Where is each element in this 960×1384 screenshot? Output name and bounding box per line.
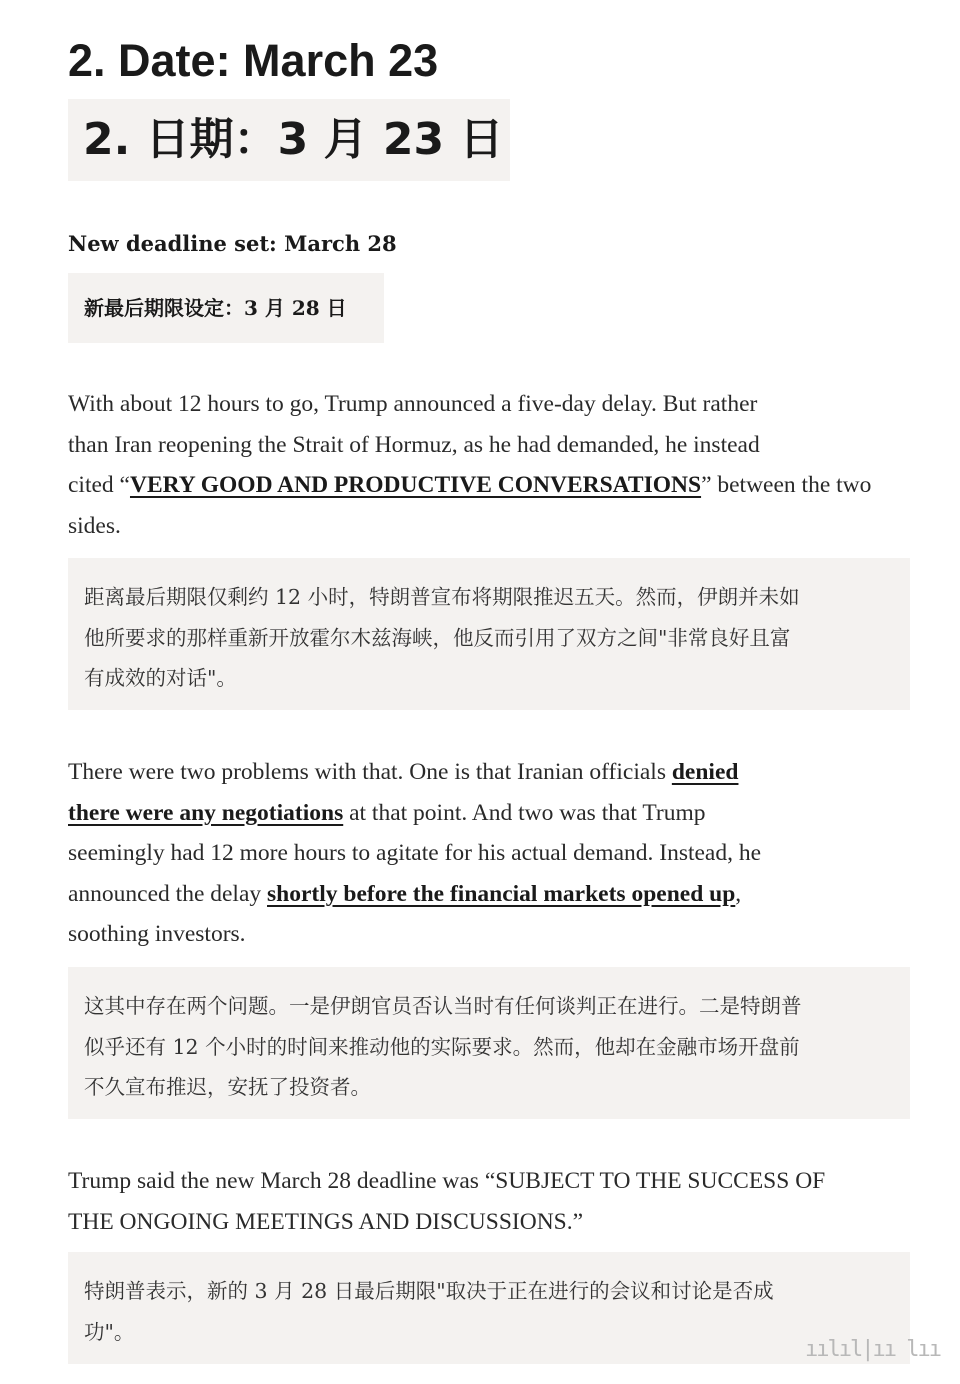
subheading-chinese: 新最后期限设定：3 月 28 日 [68, 273, 384, 343]
text-line: seemingly had 12 more hours to agitate for his actual demand. Instead, he [68, 840, 762, 866]
paragraph-3-chinese [68, 1252, 910, 1364]
heading-english: 2. Date: March 23 [68, 35, 439, 86]
paragraph-2-english [68, 752, 910, 955]
paragraph-2-chinese [68, 967, 910, 1119]
text-line: 特朗普表示，新的 3 月 28 日最后期限"取决于正在进行的会议和讨论是否成 [84, 1279, 774, 1303]
text-line: 这其中存在两个问题。一是伊朗官员否认当时有任何谈判正在进行。二是特朗普 [84, 994, 802, 1018]
text-line [68, 752, 910, 793]
link-denied-negotiations[interactable]: denied [671, 759, 739, 785]
paragraph-1-chinese [68, 558, 910, 710]
watermark: ıılıl|ıı lıı [805, 1337, 940, 1362]
subheading-english: New deadline set: March 28 [68, 231, 397, 256]
text-line: With about 12 hours to go, Trump announced a five-day delay. But rather [68, 391, 758, 417]
text-line [68, 874, 910, 915]
text-line: sides. [68, 512, 121, 539]
text-line [68, 793, 910, 834]
text-line: 似乎还有 12 个小时的时间来推动他的实际要求。然而，他却在金融市场开盘前 [84, 1034, 800, 1059]
text-fragment: There were two problems with that. One is that Iranian officials [68, 759, 672, 785]
text-line: soothing investors. [68, 921, 246, 947]
text-line: 功"。 [84, 1319, 135, 1344]
link-financial-markets[interactable]: shortly before the financial markets opened up [267, 880, 736, 907]
text-fragment: cited “ [68, 472, 130, 498]
paragraph-1-english [68, 384, 910, 546]
link-productive-conversations[interactable]: VERY GOOD AND PRODUCTIVE CONVERSATIONS [129, 472, 702, 498]
text-fragment: , [735, 880, 742, 907]
text-fragment: at that point. And two was that Trump [343, 799, 706, 826]
text-line: 有成效的对话"。 [84, 666, 237, 690]
text-line [68, 465, 910, 506]
text-fragment: announced the delay [68, 880, 268, 907]
text-line: 他所要求的那样重新开放霍尔木兹海峡，他反而引用了双方之间"非常良好且富 [84, 625, 791, 650]
text-line: 距离最后期限仅剩约 12 小时，特朗普宣布将期限推迟五天。然而，伊朗并未如 [84, 585, 800, 609]
text-line: THE ONGOING MEETINGS AND DISCUSSIONS.” [68, 1208, 584, 1235]
heading-chinese: 2. 日期：3 月 23 日 [68, 99, 510, 181]
text-line: Trump said the new March 28 deadline was “SUBJECT TO THE SUCCESS OF [68, 1168, 826, 1194]
text-line: 不久宣布推迟，安抚了投资者。 [84, 1075, 371, 1099]
link-denied-negotiations-cont[interactable]: there were any negotiations [68, 799, 344, 826]
text-line: than Iran reopening the Strait of Hormuz, as he had demanded, he instead [68, 431, 760, 458]
paragraph-3-english [68, 1161, 910, 1242]
text-fragment: ” between the two [701, 472, 872, 498]
